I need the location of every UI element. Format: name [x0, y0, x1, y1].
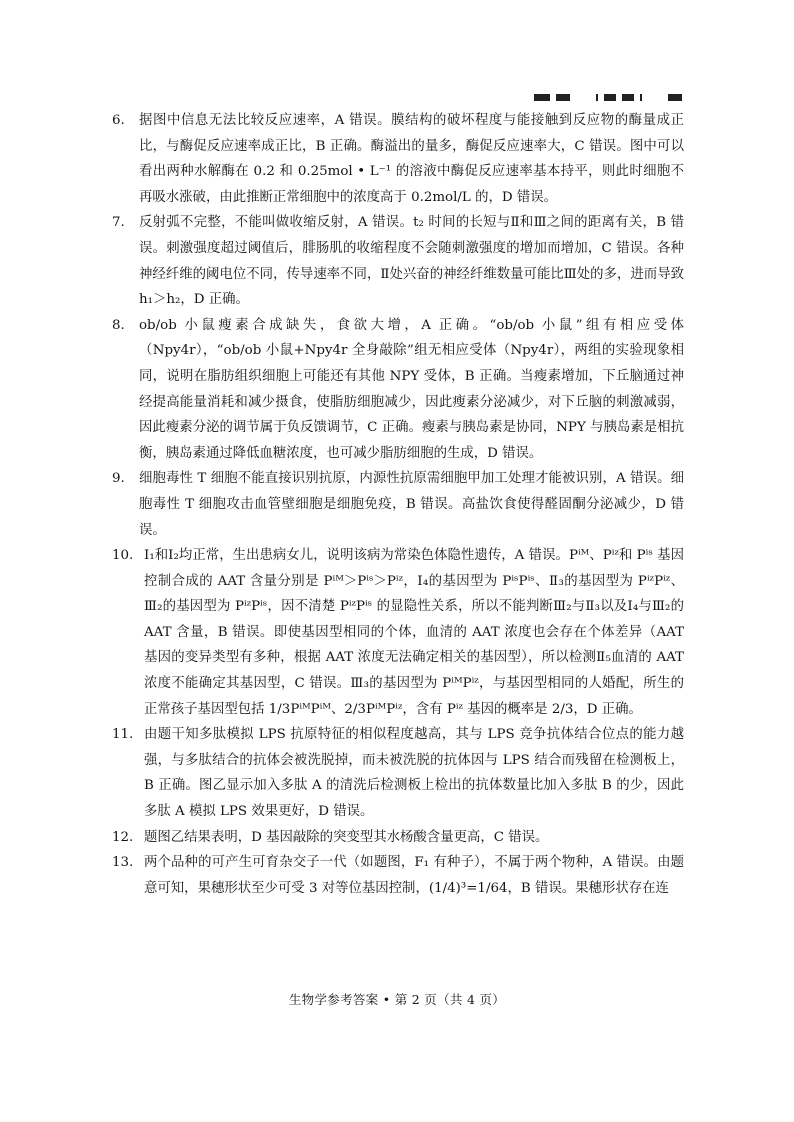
item-number: 13. — [112, 855, 134, 871]
page-footer: 生物学参考答案 • 第 2 页（共 4 页） — [288, 992, 506, 1007]
item-text: 题图乙结果表明，D 基因敲除的突变型其水杨酸含量更高，C 错误。 — [144, 829, 549, 845]
item-number: 7. — [112, 215, 125, 231]
item-text: 由题干知多肽模拟 LPS 抗原特征的相似程度越高，其与 LPS 竞争抗体结合位点的能力越强，与多肽结合的抗体会被洗脱掉，而未被洗脱的抗体因与 LPS 结合而残留在检测板上，B 正确。图乙显示加入多肽 A 的清洗后检测板上检出的抗体数量比加入多肽 B 的少，因此多肽 A 模拟 LPS 效果更好，D 错误。 — [144, 727, 684, 820]
header-mark — [640, 94, 642, 101]
header-mark — [604, 94, 616, 101]
item-number: 8. — [112, 317, 125, 333]
answer-item-8 — [112, 313, 684, 467]
item-text: 两个品种的可产生可育杂交子一代（如题图，F₁ 有种子），不属于两个物种，A 错误。由题意可知，果穗形状至少可受 3 对等位基因控制，(1/4)³=1/64，B 错误。果穗形状存在连 — [144, 855, 684, 896]
answer-list — [112, 108, 684, 901]
header-decoration-marks — [534, 94, 682, 101]
answer-item-6 — [112, 108, 684, 210]
item-number: 10. — [112, 548, 134, 564]
answer-item-12 — [112, 825, 684, 851]
item-number: 12. — [112, 829, 134, 845]
answer-item-9 — [112, 466, 684, 543]
header-mark — [596, 94, 598, 101]
header-mark — [668, 94, 682, 101]
answer-item-7 — [112, 210, 684, 312]
answer-item-10 — [112, 543, 684, 722]
answer-item-13 — [112, 850, 684, 901]
item-text: 据图中信息无法比较反应速率，A 错误。膜结构的破坏程度与能接触到反应物的酶量成正比，与酶促反应速率成正比，B 正确。酶溢出的量多，酶促反应速率大，C 错误。图中可以看出两种水解酶在 0.2 和 0.25mol • L⁻¹ 的溶液中酶促反应速率基本持平，则此时细胞不再吸水涨破，由此推断正常细胞中的浓度高于 0.2mol/L 的，D 错误。 — [139, 113, 684, 205]
item-number: 11. — [112, 727, 134, 743]
item-text: ob/ob 小鼠瘦素合成缺失，食欲大增，A 正确。“ob/ob 小鼠”组有相应受体（Npy4r），“ob/ob 小鼠+Npy4r 全身敲除”组无相应受体（Npy4r），两组的实验现象相同，说明在脂肪组织细胞上可能还有其他 NPY 受体，B 正确。当瘦素增加，下丘脑通过神经提高能量消耗和减少摄食，使脂肪细胞减少，因此瘦素分泌减少，对下丘脑的刺激减弱，因此瘦素分泌的调节属于负反馈调节，C 正确。瘦素与胰岛素是协同，NPY 与胰岛素是相抗衡，胰岛素通过降低血糖浓度，也可减少脂肪细胞的生成，D 错误。 — [139, 317, 684, 461]
item-text: Ⅰ₁和Ⅰ₂均正常，生出患病女儿，说明该病为常染色体隐性遗传，A 错误。Pⁱᴹ、Pⁱᶻ和 Pⁱˢ 基因控制合成的 AAT 含量分别是 Pⁱᴹ＞Pⁱˢ＞Pⁱᶻ，Ⅰ₄的基因型为 PⁱˢPⁱˢ、Ⅱ₃的基因型为 PⁱᶻPⁱᶻ、Ⅲ₂的基因型为 PⁱᶻPⁱˢ，因不清楚 PⁱᶻPⁱˢ 的显隐性关系，所以不能判断Ⅲ₂与Ⅱ₃以及Ⅰ₄与Ⅲ₂的 AAT 含量，B 错误。即使基因型相同的个体，血清的 AAT 浓度也会存在个体差异（AAT 基因的变异类型有多种，根据 AAT 浓度无法确定相关的基因型），所以检测Ⅱ₅血清的 AAT 浓度不能确定其基因型，C 错误。Ⅲ₃的基因型为 PⁱᴹPⁱᶻ，与基因型相同的人婚配，所生的正常孩子基因型包括 1/3PⁱᴹPⁱᴹ、2/3PⁱᴹPⁱᶻ，含有 Pⁱᶻ 基因的概率是 2/3，D 正确。 — [144, 548, 684, 717]
answer-item-11 — [112, 722, 684, 824]
item-text: 反射弧不完整，不能叫做收缩反射，A 错误。t₂ 时间的长短与Ⅱ和Ⅲ之间的距离有关，B 错误。刺激强度超过阈值后，腓肠肌的收缩程度不会随刺激强度的增加而增加，C 错误。各种神经纤维的阈电位不同，传导速率不同，Ⅱ处兴奋的神经纤维数量可能比Ⅲ处的多，进而导致 h₁＞h₂，D 正确。 — [139, 215, 684, 308]
item-text: 细胞毒性 T 细胞不能直接识别抗原，内源性抗原需细胞甲加工处理才能被识别，A 错误。细胞毒性 T 细胞攻击血管壁细胞是细胞免疫，B 错误。高盐饮食使得醛固酮分泌减少，D 错误。 — [139, 471, 684, 538]
item-number: 6. — [112, 113, 125, 128]
header-mark — [622, 94, 634, 101]
item-number: 9. — [112, 471, 125, 487]
header-mark — [556, 94, 570, 101]
header-mark — [534, 94, 550, 101]
